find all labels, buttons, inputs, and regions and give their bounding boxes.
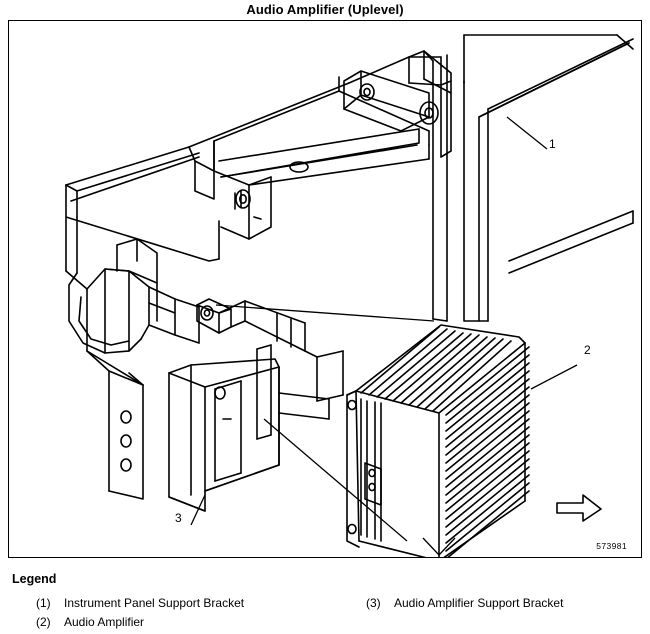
legend-column-left [36,596,356,634]
direction-arrow-icon [557,495,601,521]
callout-1: 1 [549,137,556,151]
leader-line-pointer-a [264,419,407,541]
amplifier-line-drawing [9,21,641,557]
legend-item-3-label: Audio Amplifier Support Bracket [394,596,564,610]
legend-item-1-number: (1) [36,596,51,610]
callout-3: 3 [175,511,182,525]
legend-item-1 [36,596,356,610]
legend-item-3-number: (3) [366,596,381,610]
legend-item-2 [36,615,356,629]
leader-line-1 [507,117,547,149]
figure-id: 573981 [596,541,627,551]
leader-line-2 [531,365,577,389]
legend-item-2-label: Audio Amplifier [64,615,145,629]
legend-item-2-number: (2) [36,615,51,629]
figure-illustration [8,20,642,558]
legend-item-3 [366,596,650,610]
legend-heading: Legend [12,572,57,586]
page-title: Audio Amplifier (Uplevel) [246,2,404,17]
callout-2: 2 [584,343,591,357]
legend-column-right [366,596,650,615]
leader-line-pointer-c [216,305,434,321]
legend-item-1-label: Instrument Panel Support Bracket [64,596,245,610]
